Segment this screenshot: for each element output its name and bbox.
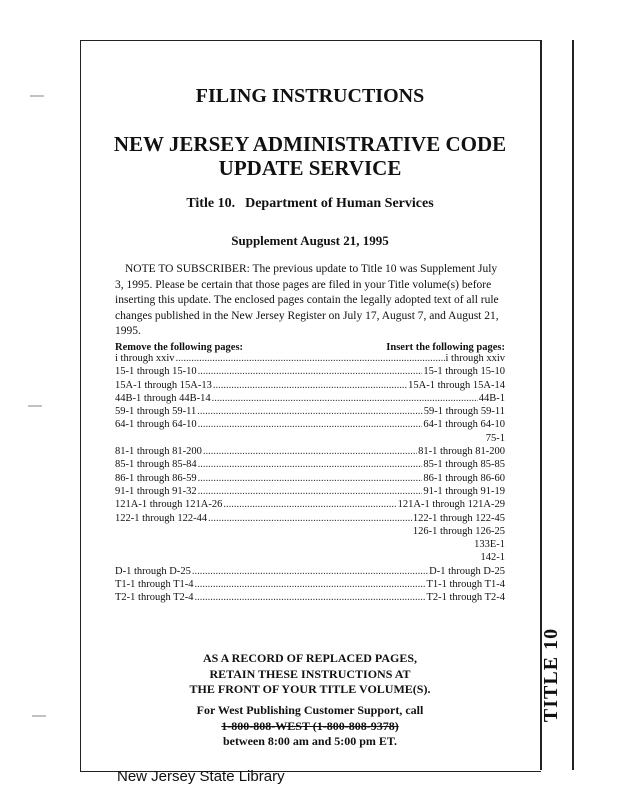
title-number: Title 10. xyxy=(186,196,236,211)
record-line: AS A RECORD OF REPLACED PAGES, xyxy=(202,651,418,665)
table-row xyxy=(115,418,505,431)
record-line: THE FRONT OF YOUR TITLE VOLUME(S). xyxy=(189,682,431,696)
insert-pages-cell: 126-1 through 126-25 xyxy=(412,525,505,537)
insert-pages-cell: D-1 through D-25 xyxy=(429,565,505,577)
title-line xyxy=(80,196,540,212)
table-row xyxy=(115,498,505,511)
note-line: NOTE TO SUBSCRIBER: The previous update to Title 10 was Supplement July xyxy=(125,263,498,275)
remove-pages-cell: 121A-1 through 121A-26 xyxy=(115,499,223,511)
insert-pages-cell: 121A-1 through 121A-29 xyxy=(397,499,505,511)
remove-pages-cell: D-1 through D-25 xyxy=(115,565,191,577)
insert-pages-cell: 85-1 through 85-85 xyxy=(423,459,505,471)
insert-pages-cell: 81-1 through 81-200 xyxy=(418,446,505,458)
remove-pages-cell: T2-1 through T2-4 xyxy=(115,592,194,604)
table-row xyxy=(115,485,505,498)
record-instructions xyxy=(80,651,540,698)
note-line: 3, 1995. Please be certain that those pages are filed in your Title volume(s) before xyxy=(115,278,492,291)
remove-pages-cell: 85-1 through 85-84 xyxy=(115,459,197,471)
table-row xyxy=(115,379,505,392)
remove-pages-cell: 86-1 through 86-59 xyxy=(115,472,197,484)
support-line: For West Publishing Customer Support, call xyxy=(196,703,424,717)
insert-pages-cell: 122-1 through 122-45 xyxy=(412,512,505,524)
support-hours: between 8:00 am and 5:00 pm ET. xyxy=(222,734,398,748)
dot-leader xyxy=(198,418,423,431)
dot-leader xyxy=(176,352,445,365)
supplement-date: Supplement August 21, 1995 xyxy=(231,233,389,248)
dot-leader xyxy=(195,578,426,591)
table-row xyxy=(115,365,505,378)
dot-leader xyxy=(192,565,428,578)
table-row xyxy=(115,525,505,538)
dot-leader xyxy=(198,472,423,485)
remove-pages-cell: 64-1 through 64-10 xyxy=(115,419,197,431)
note-line: changes published in the New Jersey Register on July 17, August 7, and August 21, xyxy=(115,309,499,322)
subscriber-note xyxy=(115,262,505,340)
insert-pages-cell: 142-1 xyxy=(480,552,505,564)
scan-speck xyxy=(28,405,42,407)
remove-pages-cell: 15A-1 through 15A-13 xyxy=(115,379,212,391)
insert-pages-cell: 91-1 through 91-19 xyxy=(423,485,505,497)
dot-leader xyxy=(195,591,426,604)
table-row xyxy=(115,352,505,365)
note-line: inserting this update. The enclosed pages contain the legally adopted text of all rule xyxy=(115,294,499,306)
table-row xyxy=(115,512,505,525)
table-row xyxy=(115,472,505,485)
title-tab-label: TITLE 10 xyxy=(540,627,562,723)
code-title-line1: NEW JERSEY ADMINISTRATIVE CODE xyxy=(113,132,507,156)
table-row xyxy=(115,405,505,418)
dot-leader xyxy=(223,498,396,511)
insert-pages-cell: 64-1 through 64-10 xyxy=(423,419,505,431)
table-row xyxy=(115,578,505,591)
tab-outer-line xyxy=(572,40,574,770)
table-row xyxy=(115,432,505,445)
table-row xyxy=(115,538,505,551)
table-row xyxy=(115,565,505,578)
remove-pages-cell: 59-1 through 59-11 xyxy=(115,406,197,418)
dot-leader xyxy=(213,379,407,392)
insert-pages-cell: 44B-1 xyxy=(478,392,505,404)
dot-leader xyxy=(212,392,478,405)
dot-leader xyxy=(198,485,423,498)
note-line: 1995. xyxy=(115,325,141,337)
remove-pages-cell: 44B-1 through 44B-14 xyxy=(115,392,211,404)
support-phone: 1-800-808-WEST (1-800-808-9378) xyxy=(221,718,399,733)
library-footer: New Jersey State Library xyxy=(117,768,285,785)
insert-pages-cell: 15A-1 through 15A-14 xyxy=(408,379,505,391)
department-name: Department of Human Services xyxy=(245,196,434,211)
dot-leader xyxy=(197,405,422,418)
page-replacement-table xyxy=(115,352,505,605)
table-row xyxy=(115,392,505,405)
insert-pages-cell: T2-1 through T2-4 xyxy=(426,592,505,604)
remove-pages-cell: 15-1 through 15-10 xyxy=(115,366,197,378)
dot-leader xyxy=(208,512,412,525)
dot-leader xyxy=(198,365,423,378)
remove-pages-cell: 81-1 through 81-200 xyxy=(115,446,202,458)
dot-leader xyxy=(203,445,417,458)
dot-leader xyxy=(198,458,423,471)
scan-speck xyxy=(32,715,46,717)
remove-pages-cell: 91-1 through 91-32 xyxy=(115,485,197,497)
customer-support xyxy=(80,703,540,750)
record-line: RETAIN THESE INSTRUCTIONS AT xyxy=(209,666,411,681)
filing-instructions-heading: FILING INSTRUCTIONS xyxy=(195,85,425,107)
insert-pages-header: Insert the following pages: xyxy=(386,342,505,353)
insert-pages-cell: T1-1 through T1-4 xyxy=(426,579,505,591)
code-title-line2: UPDATE SERVICE xyxy=(218,156,402,180)
table-row xyxy=(115,445,505,458)
table-row xyxy=(115,591,505,604)
remove-pages-cell: 122-1 through 122-44 xyxy=(115,512,208,524)
insert-pages-cell: 133E-1 xyxy=(474,539,505,551)
scan-speck xyxy=(30,95,44,97)
insert-pages-cell: 75-1 xyxy=(485,432,505,444)
table-row xyxy=(115,458,505,471)
remove-pages-cell: i through xxiv xyxy=(115,353,175,364)
insert-pages-cell: 59-1 through 59-11 xyxy=(423,406,505,418)
insert-pages-cell: 86-1 through 86-60 xyxy=(423,472,505,484)
remove-pages-cell: T1-1 through T1-4 xyxy=(115,579,194,591)
table-row xyxy=(115,551,505,564)
insert-pages-cell: i through xxiv xyxy=(445,353,505,364)
remove-pages-header: Remove the following pages: xyxy=(115,342,244,353)
insert-pages-cell: 15-1 through 15-10 xyxy=(423,366,505,378)
